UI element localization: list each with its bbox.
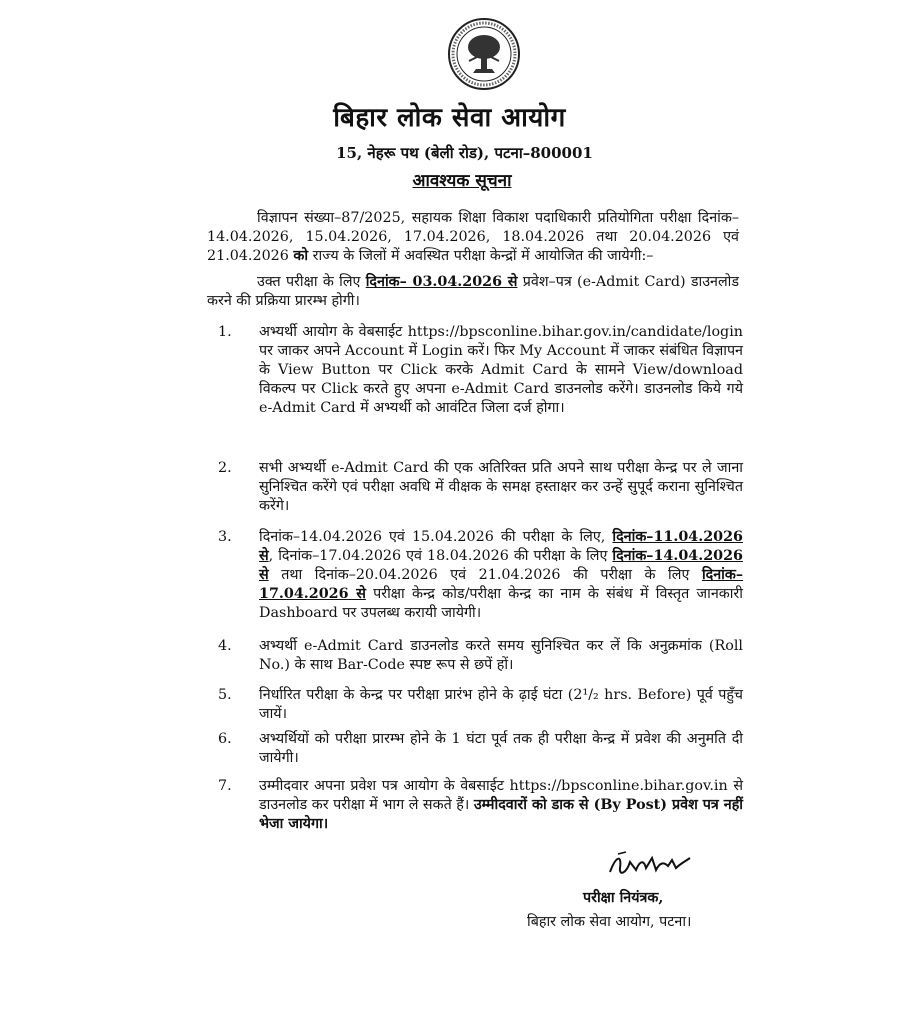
signature-icon	[606, 848, 696, 880]
organization-name: बिहार लोक सेवा आयोग	[333, 103, 566, 133]
intro-paragraph: विज्ञापन संख्या–87/2025, सहायक शिक्षा विकाश पदाधिकारी प्रतियोगिता परीक्षा दिनांक–14.04.2026, 15.04.2026, 17.04.2026, 18.04.2026 तथा 20.04.2026 एवं 21.04.2026 को राज्य के जिलों में अवस्थित परीक्षा केन्द्रों में आयोजित की जायेगी:–	[207, 210, 739, 264]
signer-designation: परीक्षा नियंत्रक,	[583, 890, 664, 906]
bpsc-emblem-icon	[447, 17, 521, 91]
admit-start-date: दिनांक– 03.04.2026 से	[365, 274, 518, 290]
signer-office: बिहार लोक सेवा आयोग, पटना।	[527, 914, 692, 930]
admit-card-start-paragraph: उक्त परीक्षा के लिए दिनांक– 03.04.2026 से प्रवेश–पत्र (e-Admit Card) डाउनलोड करने की प्रक्रिया प्रारम्भ होगी।	[207, 274, 740, 309]
notice-title: आवश्यक सूचना	[412, 171, 512, 191]
notice-page: बिहार लोक सेवा आयोग 15, नेहरू पथ (बेली रोड), पटना–800001 आवश्यक सूचना विज्ञापन संख्या–87/2025, सहायक शिक्षा विकाश पदाधिकारी प्रतियोगिता परीक्षा दिनांक–14.04.2026, 15.04.2026, 17.04.2026, 18.04.2026 तथा 20.04.2026 एवं 21.04.2026 को राज्य के जिलों में अवस्थित परीक्षा केन्द्रों में आयोजित की जायेगी:– उक्त परीक्षा के लिए दिनांक– 03.04.2026 से प्रवेश–पत्र (e-Admit Card) डाउनलोड करने की प्रक्रिया प्रारम्भ होगी। 1. अभ्यर्थी आयोग के वेबसाईट https://bpsconline.bihar.gov.in/candidate/login पर जाकर अपने Account में Login करें। फिर My Account में जाकर संबंधित विज्ञापन के View Button पर Click करके Admit Card के सामने View/download विकल्प पर Click करते हुए अपना e-Admit Card डाउनलोड करेंगे। डाउनलोड किये गये e-Admit Card में अभ्यर्थी को आवंटित जिला दर्ज होगा। 2. सभी अभ्यर्थी e-Admit Card की एक अतिरिक्त प्रति अपने साथ परीक्षा केन्द्र पर ले जाना सुनिश्चित करेंगे एवं परीक्षा अवधि में वीक्षक के समक्ष हस्ताक्षर कर उन्हें सुपूर्द कराना सुनिश्चित करेंगे। 3. दिनांक–14.04.2026 एवं 15.04.2026 की परीक्षा के लिए, दिनांक–11.04.2026 से, दिनांक–17.04.2026 एवं 18.04.2026 की परीक्षा के लिए दिनांक–14.04.2026 से तथा दिनांक–20.04.2026 एवं 21.04.2026 की परीक्षा के लिए दिनांक–17.04.2026 से परीक्षा केन्द्र कोड/परीक्षा केन्द्र का नाम के संबंध में विस्तृत जानकारी Dashboard पर उपलब्ध करायी जायेगी। 4. अभ्यर्थी e-Admit Card डाउनलोड करते समय सुनिश्चित कर लें कि अनुक्रमांक (Roll No.) के साथ Bar-Code स्पष्ट रूप से छपें हों। 5. निर्धारित परीक्षा के केन्द्र पर परीक्षा प्रारंभ होने के ढ़ाई घंटा (2¹/₂ hrs. Before) पूर्व पहुँच जायें। 6. अभ्यर्थियों को परीक्षा प्रारम्भ होने के 1 घंटा पूर्व तक ही परीक्षा केन्द्र में प्रवेश की अनुमति दी जायेगी। 7. उम्मीदवार अपना प्रवेश पत्र आयोग के वेबसाईट https://bpsconline.bihar.gov.in से डाउनलोड कर परीक्षा में भाग ले सकते हैं। उम्मीदवारों को डाक से (By Post) प्रवेश पत्र नहीं भेजा जायेगा। परीक्षा नियंत्रक, बिहार लोक सेवा आयोग, पटना।	[0, 0, 899, 1024]
organization-address: 15, नेहरू पथ (बेली रोड), पटना–800001	[336, 144, 593, 162]
